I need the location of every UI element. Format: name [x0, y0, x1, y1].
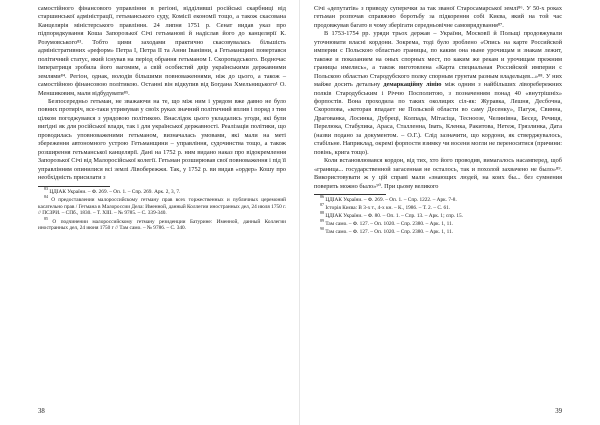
footnote-rule — [38, 186, 110, 187]
footnote-90: $^{90}$ Там само. – Ф. 127. – Оп. 1020. – Спр. 2380. – Арк. 1, 11. — [320, 226, 454, 236]
right-paragraph-1: Січі «депутатів» з приводу суперечки за так званої Старосамарської землі⁸⁶. У 50-х роках гетьман розпочав справжню боротьбу за підкорення собі Києва, який на той час продовжував багато в чому зберігати середньовічне самоврядування⁸⁷. — [314, 5, 562, 29]
footnote-84: $^{84}$ О предоставлении малороссийскому гетману прав всех торжественных и публичных церемоний касательно прав / Гетмана в Малороссии Дела: Именной, данный Коллегии иностранных дел, 24 июля 1750 г. // ПСЗРИ. – СПб., 1830. – Т. XIII. – № 9785. – С. 339-340. — [38, 193, 286, 217]
right-paragraph-3: Коли встановлювався кордон, від тих, хто його проводив, вимагалось насамперед, щоб «граница... государственной загасенная не осталось, так и похолой захвачено не было»⁸⁹. Використовувати ж у цій справі мали «знающих людей, на коих бы... без сумнения поверить можно было»⁹⁰. При цьому великого — [314, 157, 562, 190]
footnote-rule — [314, 194, 386, 195]
left-paragraph-2: Безпосередньо гетьман, не зважаючи на те, що між ним і урядом вже давно не було повних протиріч, все-таки утримував у своїх руках значний політичний вплив і поряд з тим цілком погоджувався з урядовою політикою. Внаслідок цього укладались угоди, які були вигідні як для російської влади, так і для української державності. Реалізація політики, що проводилась уповноваженими гетьманом, визначалась умовами, які мали на меті збереження автономного устрою Гетьманщини – управління, судочинства тощо, а також розширення гетьманської канцелярії. Дані на 1752 р. ним видано наказ про відокремлення Запорозької Січі від Малоросійської колегії. Гетьман розширював свої повноваження і під її управлінням опинилися всі землі Лівобережжя. Так, у 1752 р. ви видав «ордер» Кошу про необхідність присилати з — [38, 97, 286, 182]
right-paragraph-2: В 1753-1754 рр. уряди трьох держав – України, Московії й Польщі продовжували уточнювати власні кордони. Зокрема, тоді було зроблено «Опись на карте Российской империи с Польскою областью границы, по каким она ныне урочищам и знакам лежит, такоже и показанием на оных спорных мест, по каким же рекам и урочищам прежним границы имелись», а також виготовлена «Карта специальная Российской империи с Польскою областью Стародубского полку спорным грунтам разным владельцев...»⁸⁸. У них майже досить детальну демаркаційну лінію між одним з найбільших ліворебережних полків Стародубським і Річчю Посполитою, з позначенням понад 40 «внутрішніх» форпостів. Вона проходила по таких околицях сіл-як: Журавка, Лешня, Десбочна, Скоропова, «которая впадает не Польской области во саму Десенку», Пагуж, Свинна, Драгованка, Лосинка, Дубреці, Колпада, Мітасіца, Тесноозе, Челинівна, Бесед, Речиця, Перелюка, Стабулика, Араса, Сталленна, Івать, Кленка, Ракитова, Нетеж, Грязлинка, Дата (назви подано за документом. – О.Г.). Слід зазначити, що кордони, як стверджувалось, стабільне. Наприклад, окремі форпости взимку чи восени могли не переноситися (причини: повінь, крига тощо). — [314, 30, 563, 156]
right-page — [300, 0, 600, 425]
footnote-85: $^{85}$ О подчинении малороссийскому гетману резиденции Батурине: Именной, данный Коллегии иностранных дел, 24 июня 1750 г // Там само. – № 9786. – С. 340. — [38, 215, 286, 232]
footnote-86: $^{86}$ ЦДІАК України. – Ф. 269. – Оп. 1. – Спр. 1222. – Арк. 7-8. — [320, 194, 457, 203]
footnote-83: $^{83}$ ЦДІАК України. – Ф. 269. – Оп. 1. – Спр. 269. Арк. 2, 3, 7. — [44, 185, 181, 195]
footnote-87: $^{87}$ Історія Києва: В 3-х т., 4-х кн. – К., 1986. – Т. 2. – С. 61. — [320, 202, 451, 212]
bold-term: демаркаційну лінію — [383, 81, 442, 89]
footnote-89: $^{89}$ Там само. – Ф. 127. – Оп. 1020. – Спр. 2380. – Арк. 1, 11. — [320, 218, 454, 228]
page-number-right: 39 — [555, 408, 562, 415]
left-paragraph-1: самостійного фінансового управління в регіоні, відділивші російські скарбниці від старшинської адміністрації, гетьманського суду, Комісії економії тощо, а також скасована Канцелярія міністерського правління. 24 липня 1751 р. Сенат видав указ про підпорядкування Коша Запорозької Січі гетьманові й надіслав його до канцелярії К. Розумовського⁸³. Тобто цими заходами практично скасовувалась більшість адміністративних «реформ» Петра I, Петра II та Анни Іванівни, а Гетьманщині повертався політичний статус, який існував на період обрання гетьманом І. Скоропадського. Водночас імператриця зробила його вагомим, а свій особистий двір українськими державними землями⁸⁴. Регіон, однак, володів більшими повноваженнями, ніж до цього, а також – самостійною фінансовою політикою. Останні він відкупив від Богдана Хмельницького¹ О. Меншиковим, мали відбудувати⁸⁵. — [38, 5, 286, 97]
page-number-left: 38 — [38, 408, 45, 415]
footnote-88: $^{88}$ ЦДІАК України. – Ф. 80. – Оп. 1. – Спр. 13. – Арк. 1; спр. 15. — [320, 210, 463, 220]
